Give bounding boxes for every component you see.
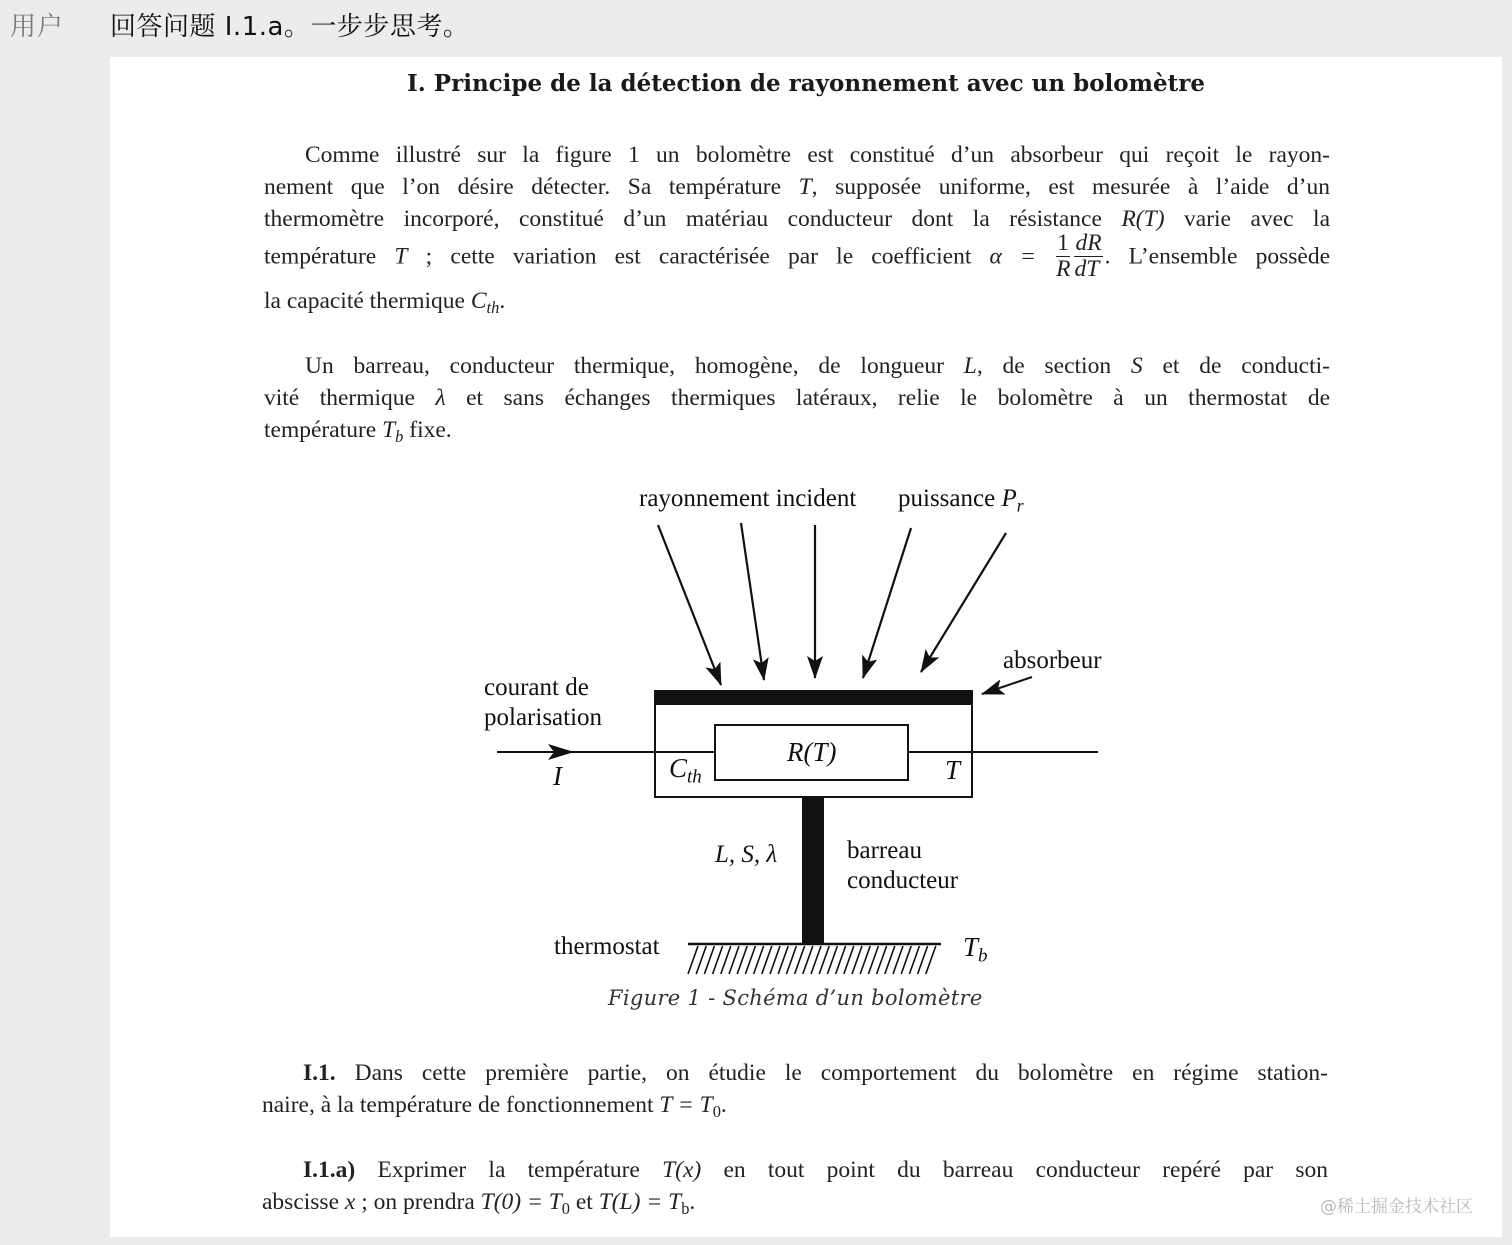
text: Un barreau, conducteur thermique, homogène, de longueur bbox=[305, 353, 964, 379]
hatch-line bbox=[893, 946, 903, 974]
math-alpha: α = bbox=[989, 243, 1036, 270]
hatch-line bbox=[918, 946, 928, 974]
figure-caption: Figure 1 - Schéma d’un bolomètre bbox=[608, 986, 983, 1010]
text: varie avec la bbox=[1164, 206, 1330, 232]
I1-line-2 bbox=[262, 1092, 727, 1122]
text: ; cette variation est caractérisée par le coefficient bbox=[407, 243, 990, 270]
text: naire, à la température de fonctionnement bbox=[262, 1092, 660, 1118]
text: en tout point du barreau conducteur repéré par son bbox=[701, 1157, 1328, 1183]
radiation-arrow bbox=[741, 523, 764, 680]
text: . bbox=[720, 1092, 727, 1118]
math-T: T bbox=[963, 932, 979, 962]
text: et de conducti- bbox=[1142, 353, 1330, 379]
math-subscript: 0 bbox=[712, 1101, 721, 1121]
math-T-equals-T0: T = T bbox=[659, 1092, 713, 1118]
text: et sans échanges thermiques latéraux, relie le bolomètre à un thermostat de bbox=[445, 385, 1331, 411]
text: température bbox=[264, 243, 395, 270]
math-C: C bbox=[669, 753, 688, 783]
label-absorber: absorbeur bbox=[1003, 647, 1102, 674]
math-subscript: b bbox=[395, 426, 404, 446]
hatch-line bbox=[852, 946, 862, 974]
math-subscript: th bbox=[486, 297, 500, 317]
hatch-line bbox=[704, 946, 714, 974]
label-rod-1: barreau bbox=[847, 837, 922, 864]
math-T0-condition: T(0) = T bbox=[480, 1189, 562, 1215]
I1a-line-1 bbox=[303, 1157, 1328, 1184]
radiation-arrow bbox=[863, 528, 911, 678]
section-title: I. Principe de la détection de rayonnement avec un bolomètre bbox=[407, 70, 1205, 97]
text: ; on prendra bbox=[355, 1189, 481, 1215]
absorber-plate bbox=[654, 690, 973, 705]
label-bias-current-2: polarisation bbox=[484, 704, 603, 731]
math-L: L bbox=[963, 353, 977, 379]
math-x: x bbox=[344, 1189, 356, 1215]
math-R-of-T: R(T) bbox=[1121, 206, 1165, 232]
label-rod-2: conducteur bbox=[847, 867, 959, 894]
hatch-line bbox=[770, 946, 780, 974]
label-incident-radiation: rayonnement incident bbox=[639, 485, 857, 512]
hatch-line bbox=[713, 946, 723, 974]
label-power bbox=[898, 485, 1024, 516]
label-temperature-T: T bbox=[945, 755, 961, 785]
math-C: C bbox=[470, 288, 487, 314]
math-TL-condition: T(L) = T bbox=[598, 1189, 682, 1215]
text: nement que l’on désire détecter. Sa température bbox=[264, 174, 799, 200]
hatch-line bbox=[729, 946, 739, 974]
label-current-I: I bbox=[553, 761, 562, 791]
hatch-line bbox=[885, 946, 895, 974]
hatch-line bbox=[778, 946, 788, 974]
question-number: I.1.a) bbox=[303, 1157, 356, 1183]
hatch-line bbox=[836, 946, 846, 974]
hatch-line bbox=[795, 946, 805, 974]
hatch-line bbox=[844, 946, 854, 974]
hatch-line bbox=[721, 946, 731, 974]
hatch-line bbox=[688, 946, 698, 974]
hatch-line bbox=[860, 946, 870, 974]
I1a-line-2 bbox=[262, 1189, 695, 1219]
hatch-line bbox=[909, 946, 919, 974]
hatch-line bbox=[877, 946, 887, 974]
math-subscript: r bbox=[1016, 495, 1024, 516]
user-prompt-text: 回答问题 I.1.a。一步步思考。 bbox=[110, 12, 470, 42]
label-rod-parameters: L, S, λ bbox=[715, 841, 778, 868]
text: vité thermique bbox=[264, 385, 436, 411]
math-P: P bbox=[1001, 485, 1017, 512]
hatch-line bbox=[868, 946, 878, 974]
text: . L’ensemble possède bbox=[1104, 243, 1330, 270]
numerator: dR bbox=[1075, 230, 1102, 256]
math-subscript: 0 bbox=[561, 1198, 570, 1218]
watermark: @稀土掘金技术社区 bbox=[1320, 1197, 1473, 1217]
label-resistance: R(T) bbox=[787, 737, 837, 767]
hatch-line bbox=[745, 946, 755, 974]
radiation-arrow bbox=[921, 533, 1006, 672]
math-T: T bbox=[394, 243, 408, 270]
math-subscript: th bbox=[687, 766, 702, 788]
thermostat-hatching bbox=[688, 946, 936, 974]
math-lambda: λ bbox=[435, 385, 446, 411]
hatch-line bbox=[696, 946, 706, 974]
math-subscript: b bbox=[681, 1198, 690, 1218]
text: . bbox=[689, 1189, 696, 1215]
absorber-pointer-arrow bbox=[982, 677, 1032, 694]
numerator: 1 bbox=[1057, 230, 1069, 256]
math-subscript: b bbox=[978, 945, 988, 967]
conducting-rod bbox=[802, 797, 824, 944]
math-S: S bbox=[1130, 353, 1143, 379]
hatch-line bbox=[926, 946, 936, 974]
denominator: R bbox=[1056, 255, 1071, 282]
math-T: T bbox=[798, 174, 812, 200]
denominator: dT bbox=[1074, 255, 1100, 282]
text: la capacité thermique bbox=[264, 288, 471, 314]
label-thermostat-temperature bbox=[963, 932, 987, 968]
label-thermostat: thermostat bbox=[554, 933, 660, 960]
hatch-line bbox=[754, 946, 764, 974]
radiation-arrow bbox=[658, 525, 721, 685]
math-T-of-x: T(x) bbox=[662, 1157, 702, 1183]
label-heat-capacity bbox=[669, 753, 702, 789]
hatch-line bbox=[737, 946, 747, 974]
text: puissance bbox=[898, 485, 1002, 512]
text: Exprimer la température bbox=[355, 1157, 663, 1183]
question-number: I.1. bbox=[303, 1060, 336, 1086]
text: Dans cette première partie, on étudie le comportement du bolomètre en régime station- bbox=[335, 1060, 1328, 1086]
hatch-line bbox=[762, 946, 772, 974]
hatch-line bbox=[827, 946, 837, 974]
text: , de section bbox=[976, 353, 1131, 379]
radiation-arrows bbox=[658, 523, 1006, 685]
hatch-line bbox=[803, 946, 813, 974]
text: fixe. bbox=[403, 417, 452, 443]
text: . bbox=[499, 288, 506, 314]
hatch-line bbox=[811, 946, 821, 974]
hatch-line bbox=[819, 946, 829, 974]
math-T: T bbox=[382, 417, 396, 443]
text: température bbox=[264, 417, 383, 443]
label-bias-current-1: courant de bbox=[484, 674, 589, 701]
hatch-line bbox=[901, 946, 911, 974]
user-role-label: 用户 bbox=[10, 12, 65, 42]
text: thermomètre incorporé, constitué d’un matériau conducteur dont la résistance bbox=[264, 206, 1122, 232]
I1-line-1 bbox=[303, 1060, 1328, 1087]
text: et bbox=[570, 1189, 599, 1215]
para1-line-1: Comme illustré sur la figure 1 un bolomètre est constitué d’un absorbeur qui reçoit le rayon- bbox=[305, 142, 1330, 168]
text: abscisse bbox=[262, 1189, 345, 1215]
hatch-line bbox=[786, 946, 796, 974]
text: , supposée uniforme, est mesurée à l’aide d’un bbox=[811, 174, 1330, 200]
